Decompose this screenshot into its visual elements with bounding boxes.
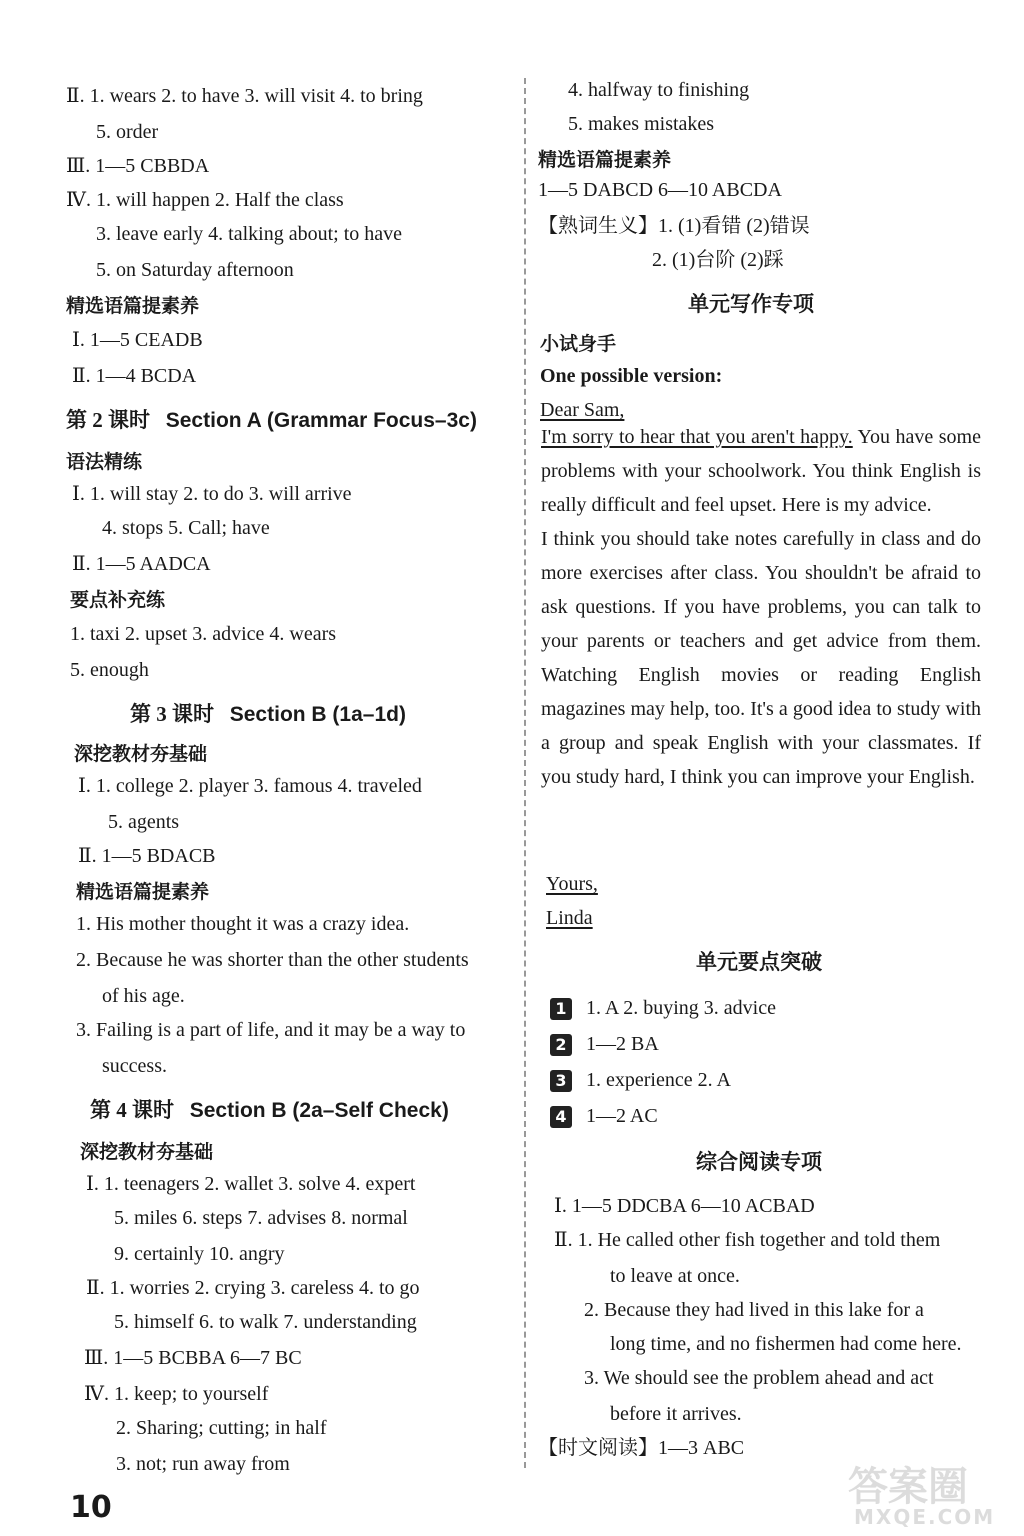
key-point-row: [550, 1066, 731, 1094]
key-point-row: [550, 1030, 659, 1058]
subsection-heading: 深挖教材夯基础: [80, 1141, 214, 1163]
answer-line: Ⅰ. 1—5 DDCBA 6—10 ACBAD: [554, 1195, 815, 1217]
unit-section-title: 综合阅读专项: [696, 1150, 822, 1174]
essay-label: One possible version:: [540, 365, 723, 387]
answer-line: 2. Sharing; cutting; in half: [116, 1417, 327, 1439]
answer-line: 3. not; run away from: [116, 1453, 290, 1475]
key-point-answers: 1. experience 2. A: [586, 1069, 731, 1091]
lesson-heading: [130, 700, 406, 729]
watermark-top: 答案圈: [848, 1464, 968, 1510]
number-box: 3: [550, 1070, 572, 1092]
answer-line: Ⅱ. 1. He called other fish together and told them: [554, 1229, 941, 1251]
answer-line: Ⅰ. 1. will stay 2. to do 3. will arrive: [72, 483, 352, 505]
subsection-heading: 语法精练: [66, 451, 143, 473]
watermark-bottom: MXQE.COM: [854, 1505, 996, 1529]
answer-line: 4. halfway to finishing: [568, 79, 750, 101]
subsection-heading: 精选语篇提素养: [538, 149, 672, 171]
answer-line: 5. makes mistakes: [568, 113, 715, 135]
answer-line: 【熟词生义】1. (1)看错 (2)错误: [538, 215, 810, 237]
lesson-title: Section B (2a–Self Check): [189, 1099, 449, 1122]
answer-line: Ⅱ. 1—4 BCDA: [72, 365, 197, 387]
unit-section-title: 单元写作专项: [688, 292, 814, 316]
answer-line: 【时文阅读】1—3 ABC: [538, 1437, 745, 1459]
essay-signature: Linda: [546, 907, 593, 929]
essay-body: [541, 420, 981, 794]
answer-line: Ⅰ. 1. teenagers 2. wallet 3. solve 4. expert: [86, 1173, 416, 1195]
number-box: 2: [550, 1034, 572, 1056]
watermark-logo: [840, 1455, 1015, 1530]
answer-line: 1. His mother thought it was a crazy idea.: [76, 913, 410, 935]
answer-line: Ⅱ. 1. worries 2. crying 3. careless 4. to go: [86, 1277, 420, 1299]
answer-line: Ⅱ. 1—5 BDACB: [78, 845, 216, 867]
answer-line: Ⅱ. 1—5 AADCA: [72, 553, 211, 575]
answer-line: 1. taxi 2. upset 3. advice 4. wears: [70, 623, 337, 645]
key-point-row: [550, 1102, 658, 1130]
answer-line: Ⅳ. 1. keep; to yourself: [84, 1383, 269, 1405]
subsection-heading: 小试身手: [540, 333, 617, 355]
unit-section-title: 单元要点突破: [696, 950, 822, 974]
answer-line: Ⅰ. 1. college 2. player 3. famous 4. traveled: [78, 775, 422, 797]
answer-line: long time, and no fishermen had come here.: [610, 1333, 962, 1355]
answer-line: 1—5 DABCD 6—10 ABCDA: [538, 179, 782, 201]
lesson-heading: [66, 406, 477, 435]
essay-closing: Yours,: [546, 873, 598, 895]
answer-line: Ⅱ. 1. wears 2. to have 3. will visit 4. to bring: [66, 85, 423, 107]
key-point-answers: 1—2 BA: [586, 1033, 659, 1055]
essay-text: You have some problems with your schoolwork. You think English is really difficult and feel upset. Here is my advice.: [541, 426, 981, 516]
answer-line: 2. (1)台阶 (2)踩: [652, 249, 784, 271]
answer-line: of his age.: [102, 985, 185, 1007]
answer-line: success.: [102, 1055, 167, 1077]
lesson-title: Section A (Grammar Focus–3c): [165, 409, 477, 432]
answer-line: Ⅳ. 1. will happen 2. Half the class: [66, 189, 344, 211]
answer-line: to leave at once.: [610, 1265, 740, 1287]
lesson-number: 第 4 课时: [90, 1098, 174, 1122]
subsection-heading: 要点补充练: [70, 589, 166, 611]
answer-line: 5. on Saturday afternoon: [96, 259, 294, 281]
answer-line: 3. leave early 4. talking about; to have: [96, 223, 403, 245]
subsection-heading: 精选语篇提素养: [76, 881, 210, 903]
key-point-answers: 1—2 AC: [586, 1105, 658, 1127]
essay-paragraph-1: [541, 420, 981, 522]
essay-salutation: Dear Sam,: [540, 399, 625, 421]
answer-line: 3. Failing is a part of life, and it may be a way to: [76, 1019, 466, 1041]
answer-line: 2. Because he was shorter than the other students: [76, 949, 469, 971]
number-box: 4: [550, 1106, 572, 1128]
answer-line: before it arrives.: [610, 1403, 742, 1425]
key-point-answers: 1. A 2. buying 3. advice: [586, 997, 776, 1019]
lesson-number: 第 3 课时: [130, 702, 214, 726]
answer-line: 5. order: [96, 121, 159, 143]
answer-line: 9. certainly 10. angry: [114, 1243, 285, 1265]
lesson-number: 第 2 课时: [66, 408, 150, 432]
lesson-heading: [90, 1096, 449, 1125]
answer-line: Ⅲ. 1—5 CBBDA: [66, 155, 210, 177]
answer-line: 5. miles 6. steps 7. advises 8. normal: [114, 1207, 408, 1229]
subsection-heading: 精选语篇提素养: [66, 295, 200, 317]
answer-line: 2. Because they had lived in this lake for a: [584, 1299, 924, 1321]
answer-line: 5. agents: [108, 811, 180, 833]
answer-line: Ⅰ. 1—5 CEADB: [72, 329, 203, 351]
answer-line: 5. enough: [70, 659, 149, 681]
key-point-row: [550, 994, 776, 1022]
essay-underlined-opening: I'm sorry to hear that you aren't happy.: [541, 426, 853, 448]
lesson-title: Section B (1a–1d): [229, 703, 406, 726]
answer-line: Ⅲ. 1—5 BCBBA 6—7 BC: [84, 1347, 302, 1369]
answer-line: 4. stops 5. Call; have: [102, 517, 270, 539]
answer-line: 3. We should see the problem ahead and act: [584, 1367, 934, 1389]
answer-line: 5. himself 6. to walk 7. understanding: [114, 1311, 417, 1333]
essay-paragraph-2: I think you should take notes carefully in class and do more exercises after class. You shouldn't be afraid to ask questions. If you have problems, you can talk to your parents or teachers and get advice from them. Watching English movies or reading English magazines may help, too. It's a good idea to study with a group and speak English with your classmates. If you study hard, I think you can improve your English.: [541, 528, 981, 788]
page-number: 10: [70, 1490, 112, 1525]
number-box: 1: [550, 998, 572, 1020]
subsection-heading: 深挖教材夯基础: [74, 743, 208, 765]
column-divider: [524, 78, 526, 1468]
